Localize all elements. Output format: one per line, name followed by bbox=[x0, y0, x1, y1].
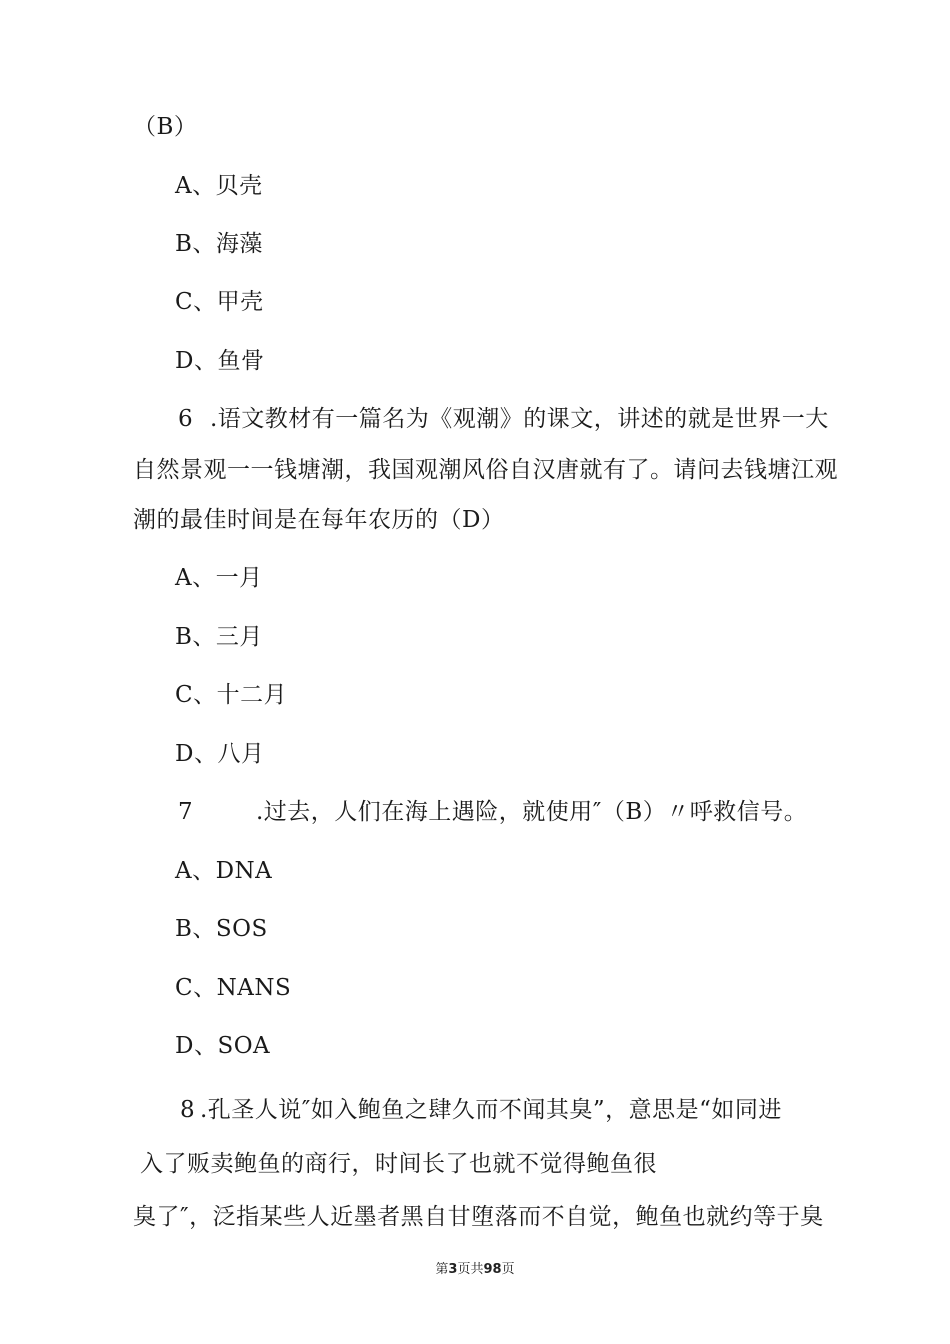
q6-option-c: C、十二月 bbox=[175, 682, 288, 708]
q7-option-b: B、SOS bbox=[175, 916, 268, 942]
q6-text-line3: 潮的最佳时间是在每年农历的（D） bbox=[133, 507, 505, 533]
footer-suffix: 页 bbox=[501, 1262, 515, 1277]
q8-text-line1: .孔圣人说″如入鲍鱼之肆久而不闻其臭”，意思是“如同进 bbox=[200, 1097, 782, 1123]
page-footer bbox=[0, 1258, 950, 1277]
q7-number: 7 bbox=[178, 799, 194, 825]
footer-middle: 页共 bbox=[457, 1262, 484, 1277]
q7-option-d: D、SOA bbox=[175, 1033, 271, 1059]
footer-total-pages: 98 bbox=[483, 1262, 502, 1277]
q8-text-line3: 臭了″，泛指某些人近墨者黑自甘堕落而不自觉，鲍鱼也就约等于臭 bbox=[133, 1204, 824, 1230]
q8-number: 8 bbox=[180, 1097, 196, 1123]
q7-option-c: C、NANS bbox=[175, 975, 292, 1001]
q6-option-a: A、一月 bbox=[175, 565, 263, 591]
q7-option-a: A、DNA bbox=[175, 858, 273, 884]
q8-text-line2: 入了贩卖鲍鱼的商行，时间长了也就不觉得鲍鱼很 bbox=[140, 1151, 657, 1177]
q6-text-line2: 自然景观一一钱塘潮，我国观潮风俗自汉唐就有了。请问去钱塘江观 bbox=[133, 457, 838, 483]
q5-answer: （B） bbox=[133, 114, 198, 140]
q6-text-line1: .语文教材有一篇名为《观潮》的课文，讲述的就是世界一大 bbox=[210, 406, 829, 432]
q5-option-b: B、海藻 bbox=[175, 231, 263, 257]
q7-text: .过去，人们在海上遇险，就使用″（B）〃呼救信号。 bbox=[256, 799, 808, 825]
footer-current-page: 3 bbox=[448, 1262, 458, 1277]
q5-option-d: D、鱼骨 bbox=[175, 348, 265, 374]
q5-option-a: A、贝壳 bbox=[175, 173, 263, 199]
q5-option-c: C、甲壳 bbox=[175, 289, 264, 315]
q6-number: 6 bbox=[178, 406, 194, 432]
q6-option-b: B、三月 bbox=[175, 624, 263, 650]
footer-prefix: 第 bbox=[435, 1262, 449, 1277]
q6-option-d: D、八月 bbox=[175, 741, 265, 767]
